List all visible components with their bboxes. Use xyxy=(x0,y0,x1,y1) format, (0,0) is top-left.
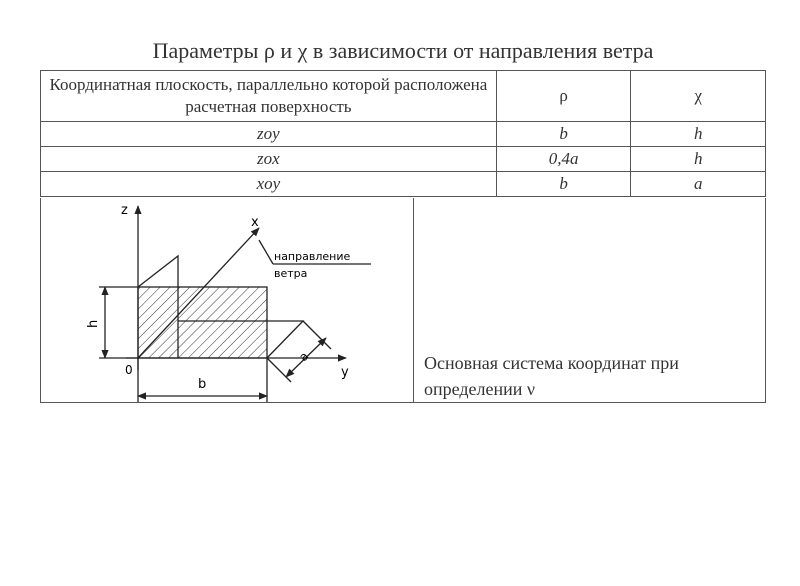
header-plane: Координатная плоскость, параллельно которой расположена расчетная поверхность xyxy=(41,71,497,122)
table-row xyxy=(41,172,766,197)
coordinate-diagram xyxy=(41,198,413,402)
wind-label-line1: направление xyxy=(274,250,351,263)
b-label: b xyxy=(198,377,207,392)
cell-plane: zoy xyxy=(41,122,497,147)
page-title: Параметры ρ и χ в зависимости от направления ветра xyxy=(152,38,654,63)
cell-chi: h xyxy=(631,147,766,172)
cell-rho: 0,4a xyxy=(496,147,631,172)
wind-leader xyxy=(259,240,273,264)
table-row xyxy=(41,147,766,172)
cell-rho: b xyxy=(496,172,631,197)
cell-plane: xoy xyxy=(41,172,497,197)
a-label: a xyxy=(296,349,312,365)
hatched-surface xyxy=(138,287,267,358)
axis-x-label: x xyxy=(251,215,259,230)
cell-rho: b xyxy=(496,122,631,147)
wind-label-line2: ветра xyxy=(274,267,308,280)
axis-z-label: z xyxy=(121,203,128,218)
cell-plane: zox xyxy=(41,147,497,172)
column-divider xyxy=(413,198,414,402)
table-header-row xyxy=(41,71,766,122)
origin-label: 0 xyxy=(125,363,133,377)
figure-area xyxy=(40,198,766,403)
header-chi: χ xyxy=(631,71,766,122)
cell-chi: h xyxy=(631,122,766,147)
axis-y-label: y xyxy=(341,365,349,380)
parameters-table xyxy=(40,70,766,197)
h-label: h xyxy=(86,319,101,328)
cell-chi: a xyxy=(631,172,766,197)
figure-caption: Основная система координат при определении ν xyxy=(424,353,679,399)
table-row xyxy=(41,122,766,147)
header-rho: ρ xyxy=(496,71,631,122)
